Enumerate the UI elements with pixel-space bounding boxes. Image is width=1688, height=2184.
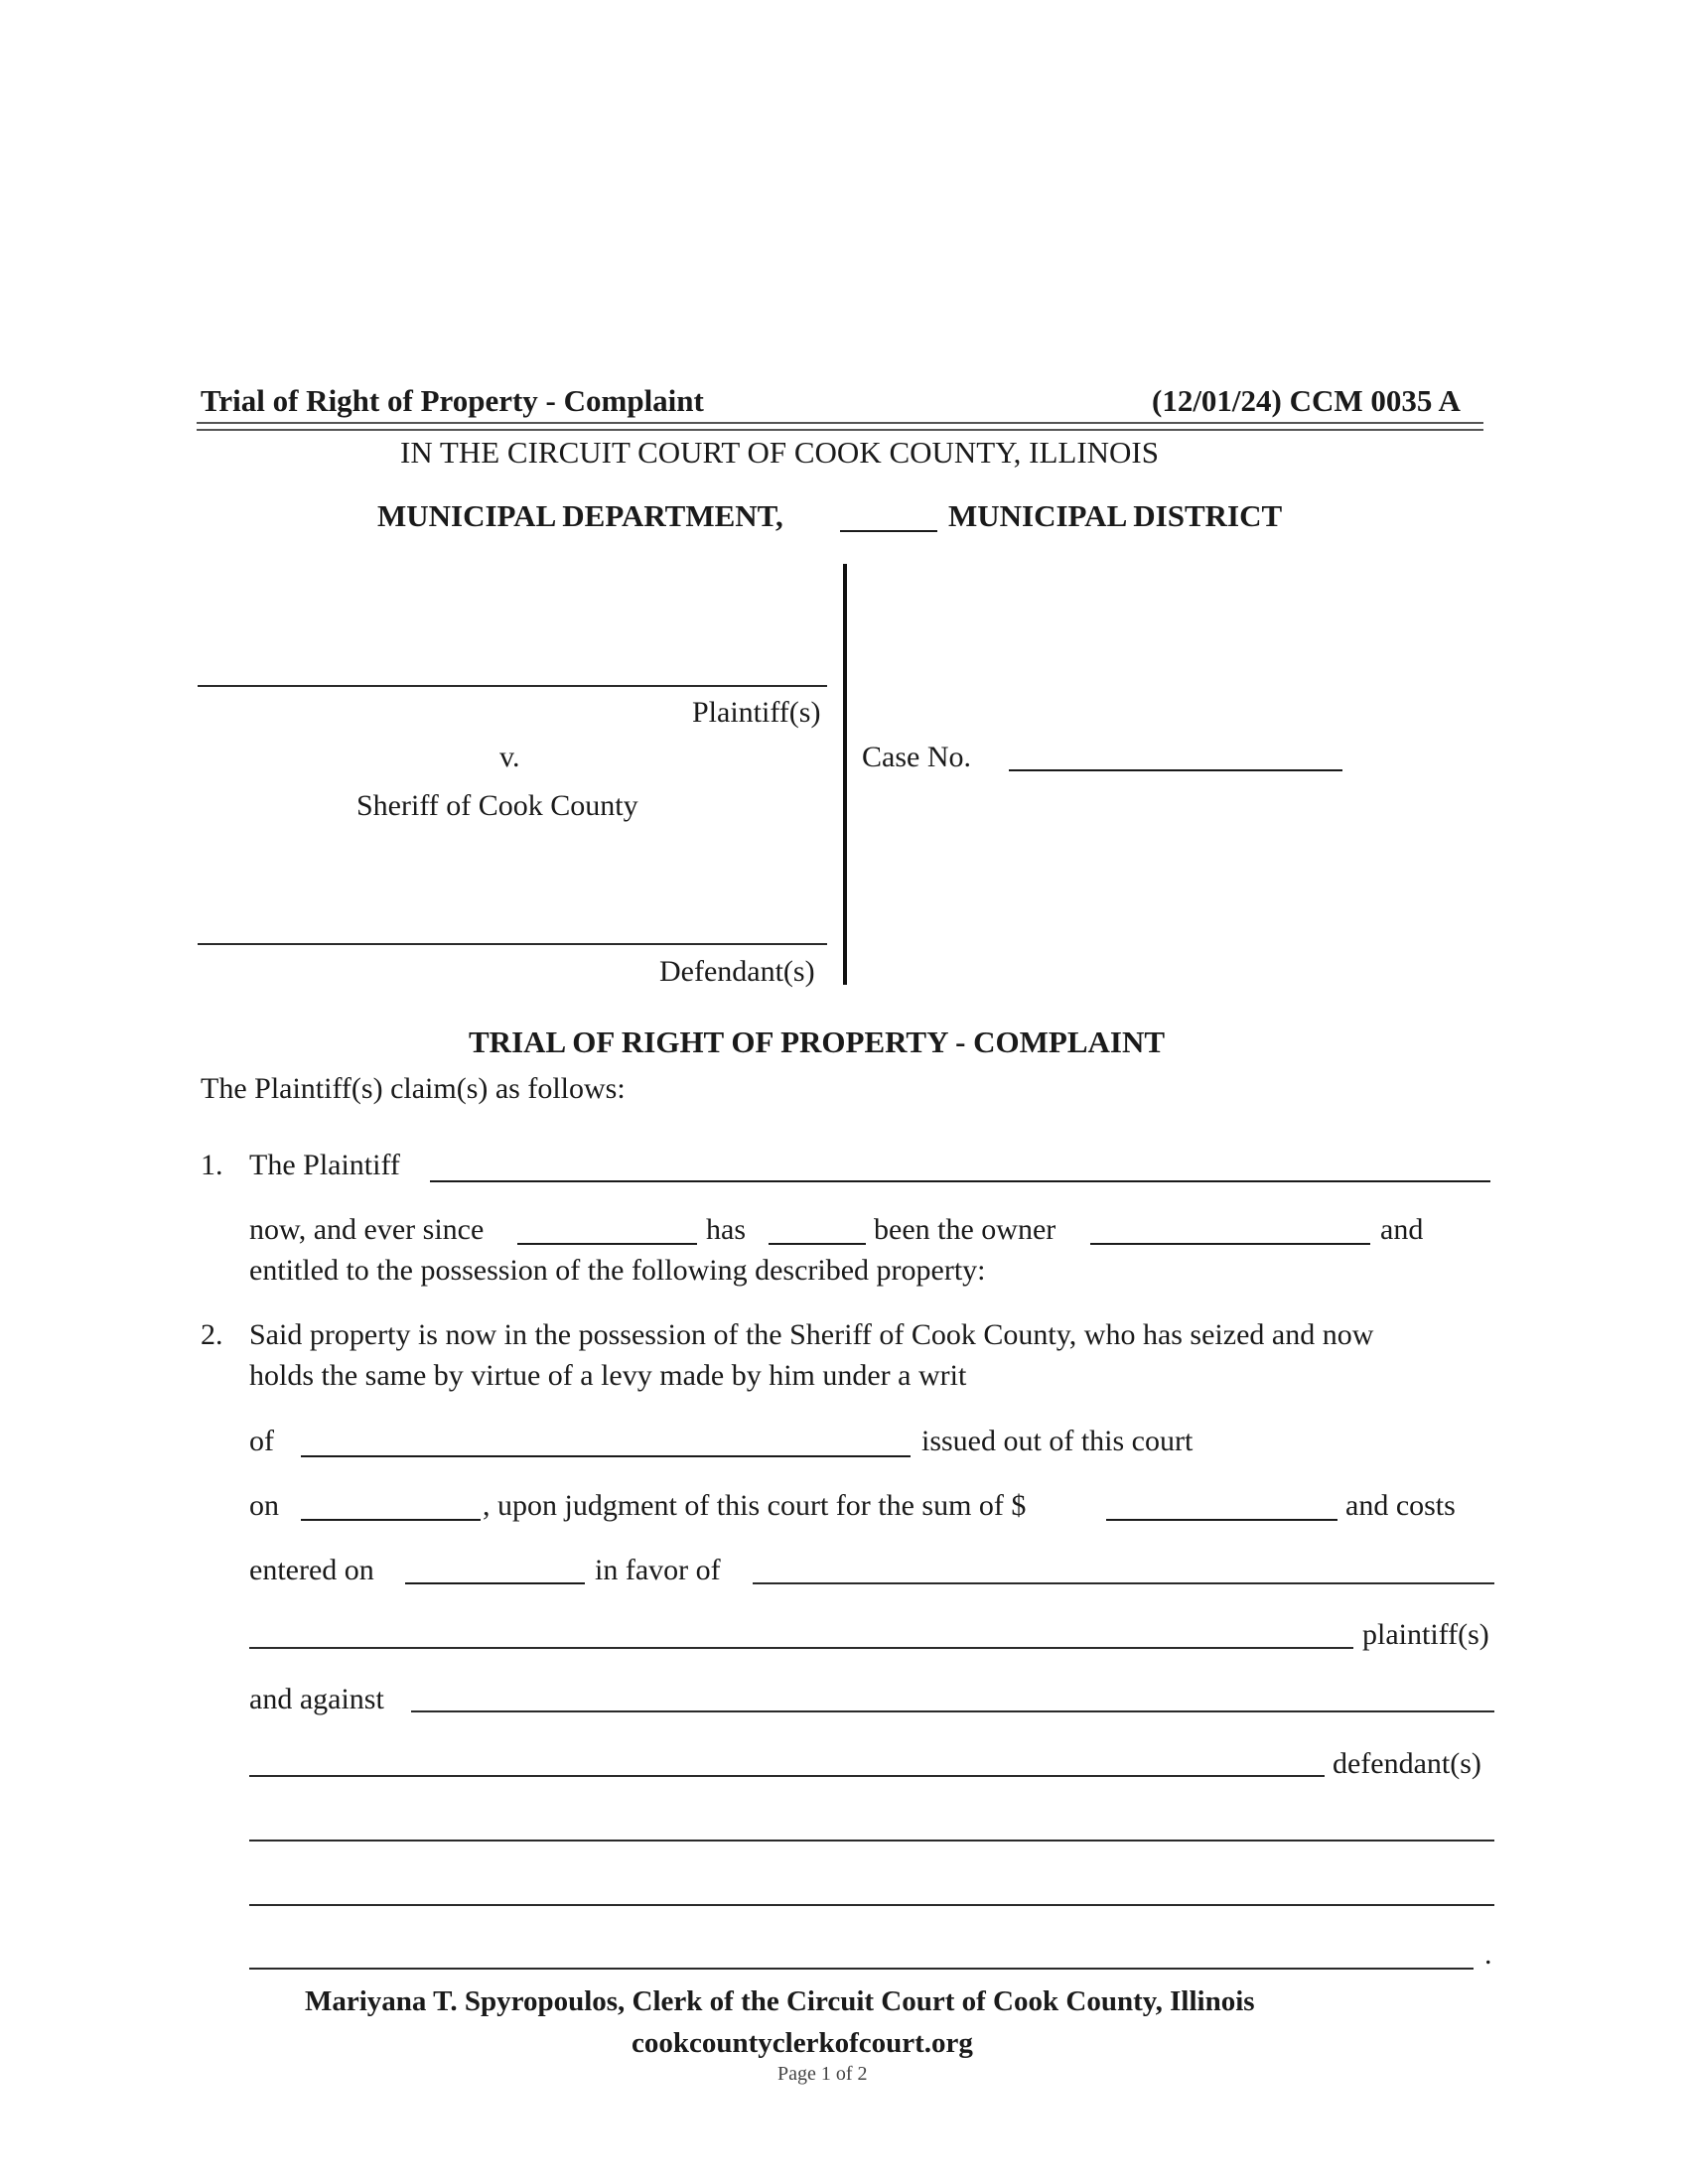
in-favor-of-field[interactable] xyxy=(753,1582,1494,1584)
on-text: on xyxy=(249,1489,279,1522)
form-code: (12/01/24) CCM 0035 A xyxy=(1152,383,1461,418)
footer-website: cookcountyclerkofcourt.org xyxy=(632,2027,973,2059)
defendant-name: Sheriff of Cook County xyxy=(356,789,638,822)
and-against-field[interactable] xyxy=(411,1710,1494,1712)
defendants-label: defendant(s) xyxy=(1333,1747,1481,1780)
writ-type-field[interactable] xyxy=(301,1455,911,1457)
plaintiff-label: Plaintiff(s) xyxy=(692,696,821,729)
now-since-text: now, and ever since xyxy=(249,1213,485,1246)
header-rule-bottom xyxy=(197,429,1483,431)
plaintiff-name-field[interactable] xyxy=(198,685,827,687)
case-no-label: Case No. xyxy=(862,741,971,773)
form-title: Trial of Right of Property - Complaint xyxy=(201,383,704,418)
judgment-amount-field[interactable] xyxy=(1106,1519,1337,1521)
in-favor-of-text: in favor of xyxy=(595,1554,721,1586)
extra-line-3[interactable] xyxy=(249,1968,1474,1970)
item-1-label: The Plaintiff xyxy=(249,1149,400,1181)
department-label: MUNICIPAL DEPARTMENT, xyxy=(377,498,783,533)
and-costs-text: and costs xyxy=(1345,1489,1456,1522)
footer-page-number: Page 1 of 2 xyxy=(777,2063,868,2085)
entered-on-text: entered on xyxy=(249,1554,374,1586)
item-2-line-1: Said property is now in the possession of the Sheriff of Cook County, who has seized and now xyxy=(249,1318,1374,1351)
issued-text: issued out of this court xyxy=(921,1425,1194,1457)
item-2-number: 2. xyxy=(201,1318,223,1351)
owner-field[interactable] xyxy=(1090,1243,1370,1245)
caption-divider xyxy=(843,564,847,985)
footer-clerk: Mariyana T. Spyropoulos, Clerk of the Circuit Court of Cook County, Illinois xyxy=(305,1985,1255,2017)
of-text: of xyxy=(249,1425,274,1457)
extra-line-2[interactable] xyxy=(249,1904,1494,1906)
extra-line-1[interactable] xyxy=(249,1840,1494,1842)
item-1-number: 1. xyxy=(201,1149,223,1181)
document-title: TRIAL OF RIGHT OF PROPERTY - COMPLAINT xyxy=(469,1024,1166,1059)
and-text: and xyxy=(1380,1213,1424,1246)
intro-text: The Plaintiff(s) claim(s) as follows: xyxy=(201,1072,626,1105)
plaintiffs-label: plaintiff(s) xyxy=(1362,1618,1489,1651)
upon-judgment-text: , upon judgment of this court for the sum of $ xyxy=(483,1489,1027,1522)
district-number-field[interactable] xyxy=(840,530,937,532)
judgment-defendant-field[interactable] xyxy=(249,1775,1325,1777)
court-heading: IN THE CIRCUIT COURT OF COOK COUNTY, ILLINOIS xyxy=(400,435,1159,470)
versus-label: v. xyxy=(499,741,520,773)
been-owner-text: been the owner xyxy=(874,1213,1056,1246)
defendant-label: Defendant(s) xyxy=(659,955,815,988)
case-no-field[interactable] xyxy=(1009,769,1342,771)
closing-period: . xyxy=(1484,1938,1492,1971)
judgment-plaintiff-field[interactable] xyxy=(249,1647,1353,1649)
header-rule-top xyxy=(197,422,1483,424)
entered-date-field[interactable] xyxy=(405,1582,585,1584)
has-field[interactable] xyxy=(769,1243,866,1245)
and-against-text: and against xyxy=(249,1683,384,1715)
plaintiff-owner-field[interactable] xyxy=(430,1180,1490,1182)
has-text: has xyxy=(706,1213,746,1246)
defendant-name-field[interactable] xyxy=(198,943,827,945)
district-label: MUNICIPAL DISTRICT xyxy=(948,498,1283,533)
writ-date-field[interactable] xyxy=(301,1519,481,1521)
item-2-line-2: holds the same by virtue of a levy made by him under a writ xyxy=(249,1359,967,1392)
entitled-text: entitled to the possession of the following described property: xyxy=(249,1254,986,1287)
since-date-field[interactable] xyxy=(517,1243,697,1245)
